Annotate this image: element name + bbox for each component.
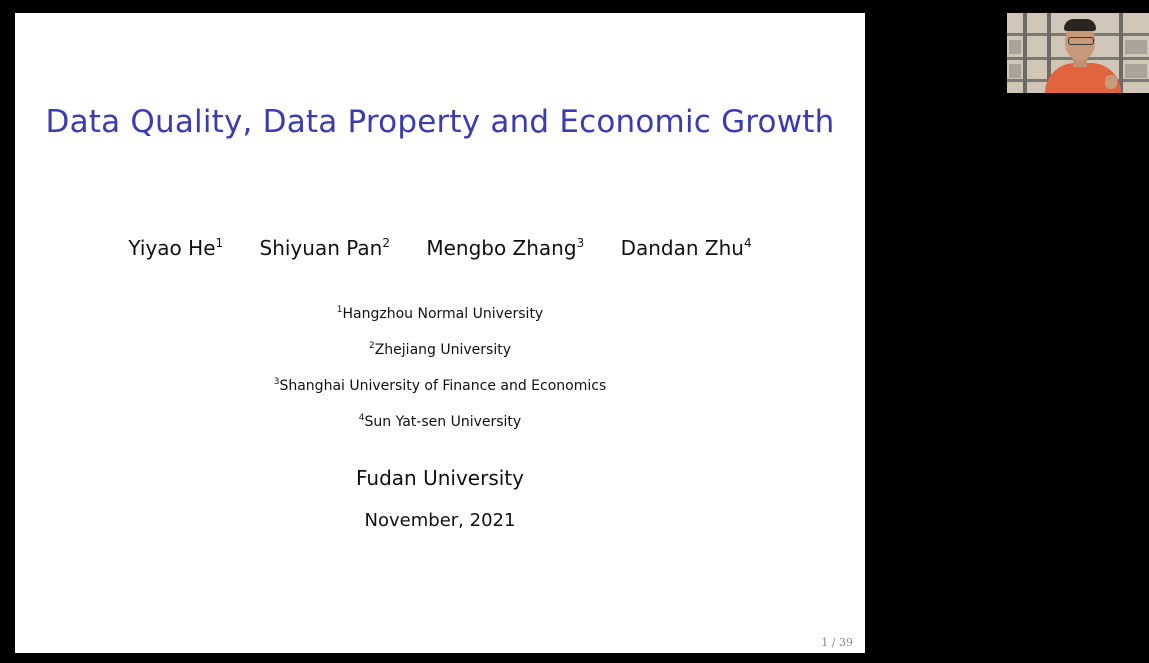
- presentation-slide: [15, 13, 865, 653]
- presentation-institute: Fudan University: [356, 466, 524, 490]
- books: [1125, 40, 1147, 54]
- slide-title: Data Quality, Data Property and Economic Growth: [45, 104, 835, 140]
- author-superscript: 4: [743, 236, 752, 250]
- affiliation-superscript: 3: [273, 377, 280, 387]
- affiliation-item: [15, 371, 865, 407]
- bookshelf-post: [1023, 13, 1027, 93]
- affiliation-name: Shanghai University of Finance and Economics: [279, 378, 607, 394]
- books: [1125, 64, 1147, 78]
- affiliation-item: [15, 299, 865, 335]
- affiliation-item: [15, 407, 865, 443]
- author-name: [621, 236, 752, 260]
- affiliation-list: [15, 299, 865, 443]
- author-name: [426, 236, 584, 260]
- author-list: [15, 236, 865, 260]
- page-number: 1 / 39: [821, 636, 853, 649]
- author-name-text: Yiyao He: [128, 236, 216, 260]
- author-name: [128, 236, 223, 260]
- presenter-hair: [1064, 19, 1096, 31]
- author-superscript: 1: [215, 236, 224, 250]
- presentation-date: November, 2021: [364, 510, 516, 531]
- affiliation-superscript: 2: [368, 341, 375, 351]
- author-name-text: Shiyuan Pan: [259, 236, 383, 260]
- affiliation-name: Zhejiang University: [374, 342, 511, 358]
- author-superscript: 3: [576, 236, 585, 250]
- bookshelf-post: [1119, 13, 1123, 93]
- presenter-video-icon[interactable]: [1007, 13, 1149, 93]
- author-name-text: Mengbo Zhang: [426, 236, 577, 260]
- affiliation-superscript: 1: [336, 305, 343, 315]
- presenter-glasses: [1068, 37, 1094, 45]
- affiliation-name: Hangzhou Normal University: [342, 306, 544, 322]
- author-name: [260, 236, 390, 260]
- affiliation-name: Sun Yat-sen University: [364, 414, 522, 430]
- affiliation-superscript: 4: [358, 413, 365, 423]
- books: [1009, 40, 1021, 54]
- affiliation-item: [15, 335, 865, 371]
- author-superscript: 2: [382, 236, 390, 250]
- author-name-text: Dandan Zhu: [620, 236, 744, 260]
- presenter-hand: [1105, 75, 1117, 89]
- books: [1009, 64, 1021, 78]
